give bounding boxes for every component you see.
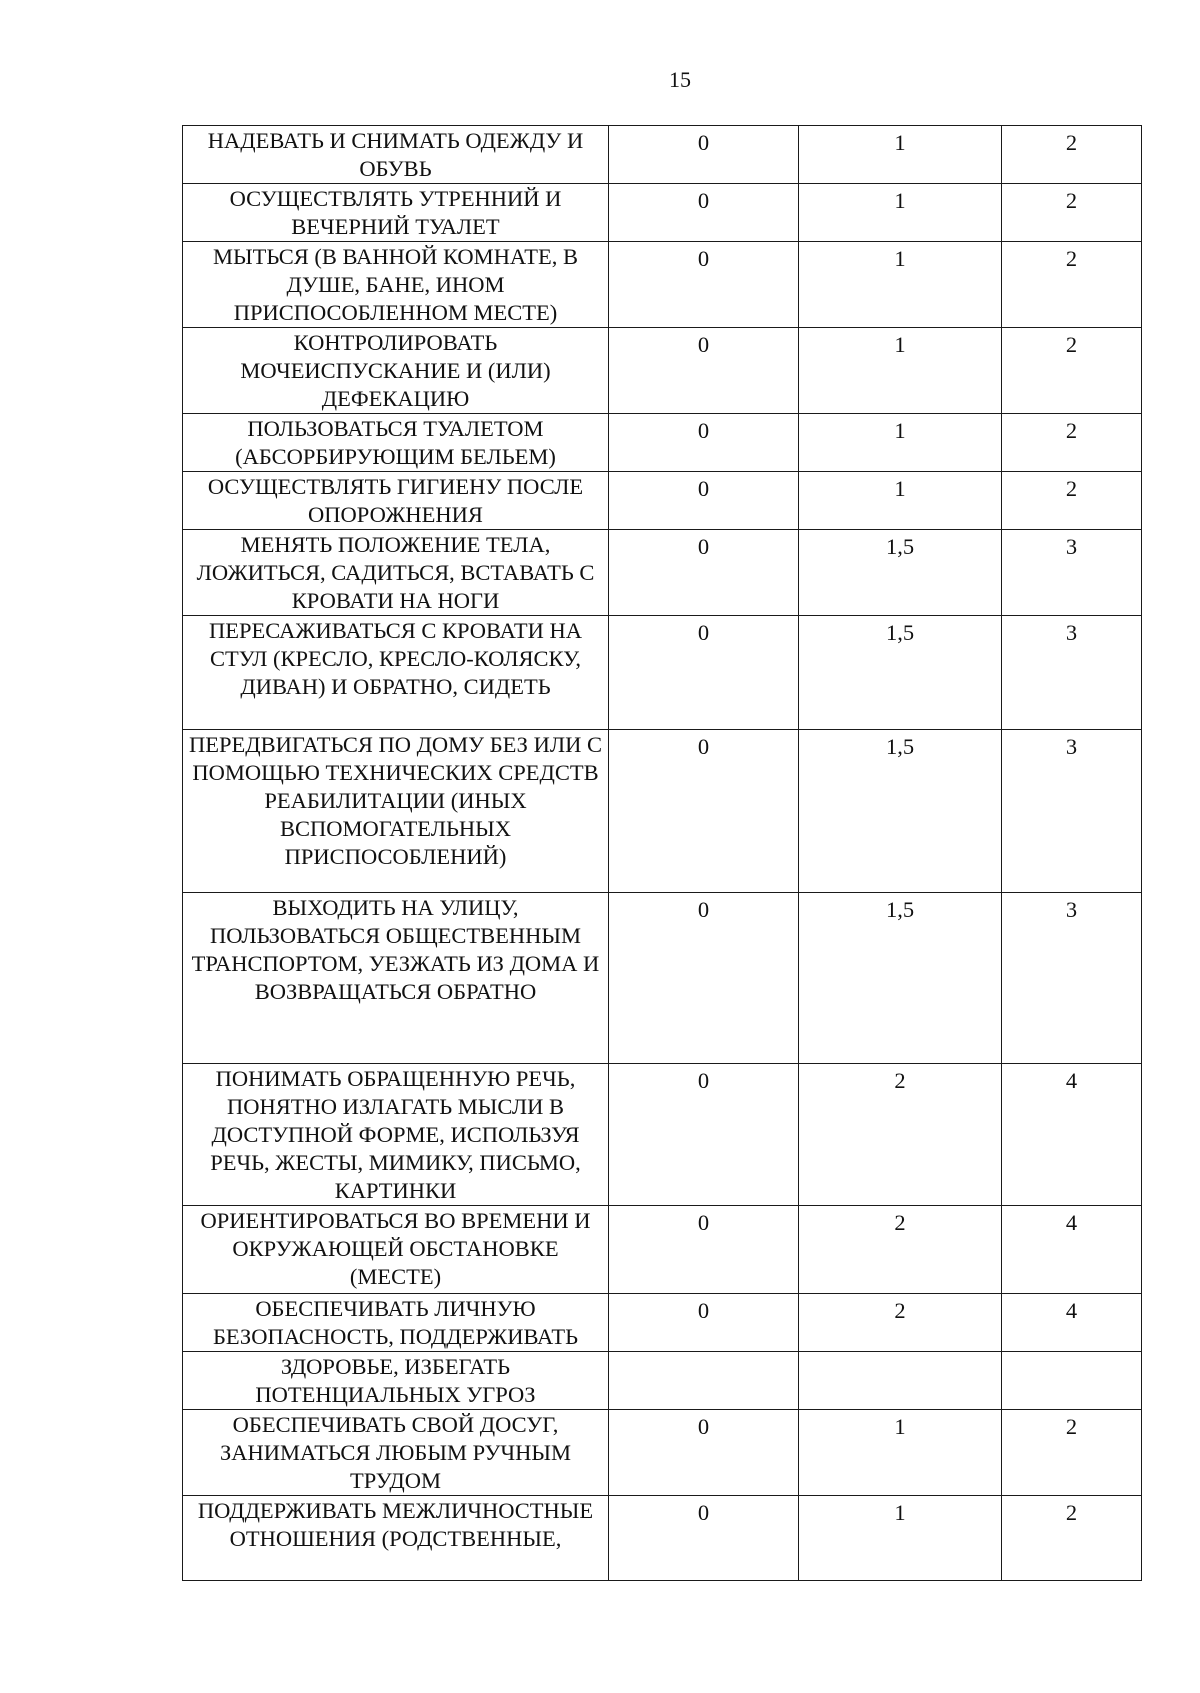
score-cell-3: 2 bbox=[1002, 414, 1142, 472]
assessment-table bbox=[182, 125, 1142, 1581]
score-cell-3: 2 bbox=[1002, 472, 1142, 530]
score-cell-3: 3 bbox=[1002, 616, 1142, 730]
table-body bbox=[183, 126, 1142, 1581]
activity-cell: ВЫХОДИТЬ НА УЛИЦУ, ПОЛЬЗОВАТЬСЯ ОБЩЕСТВЕННЫМ ТРАНСПОРТОМ, УЕЗЖАТЬ ИЗ ДОМА И ВОЗВРАЩАТЬСЯ ОБРАТНО bbox=[183, 893, 609, 1064]
table-row bbox=[183, 1294, 1142, 1352]
score-cell-1: 0 bbox=[609, 242, 799, 328]
activity-cell: ЗДОРОВЬЕ, ИЗБЕГАТЬ ПОТЕНЦИАЛЬНЫХ УГРОЗ bbox=[183, 1352, 609, 1410]
activity-cell: ОРИЕНТИРОВАТЬСЯ ВО ВРЕМЕНИ И ОКРУЖАЮЩЕЙ ОБСТАНОВКЕ (МЕСТЕ) bbox=[183, 1206, 609, 1294]
score-cell-2: 1,5 bbox=[799, 893, 1002, 1064]
table-row bbox=[183, 1410, 1142, 1496]
score-cell-2: 1 bbox=[799, 126, 1002, 184]
score-cell-2: 1 bbox=[799, 242, 1002, 328]
score-cell-3: 3 bbox=[1002, 893, 1142, 1064]
activity-cell: ПЕРЕСАЖИВАТЬСЯ С КРОВАТИ НА СТУЛ (КРЕСЛО, КРЕСЛО-КОЛЯСКУ, ДИВАН) И ОБРАТНО, СИДЕТЬ bbox=[183, 616, 609, 730]
score-cell-3: 4 bbox=[1002, 1064, 1142, 1206]
score-cell-1: 0 bbox=[609, 414, 799, 472]
score-cell-2: 1 bbox=[799, 184, 1002, 242]
score-cell-1: 0 bbox=[609, 472, 799, 530]
table-row bbox=[183, 126, 1142, 184]
score-cell-3: 4 bbox=[1002, 1206, 1142, 1294]
score-cell-3: 2 bbox=[1002, 328, 1142, 414]
table-row bbox=[183, 328, 1142, 414]
score-cell-1: 0 bbox=[609, 1064, 799, 1206]
score-cell-3: 2 bbox=[1002, 1496, 1142, 1581]
activity-cell: ПОНИМАТЬ ОБРАЩЕННУЮ РЕЧЬ, ПОНЯТНО ИЗЛАГАТЬ МЫСЛИ В ДОСТУПНОЙ ФОРМЕ, ИСПОЛЬЗУЯ РЕЧЬ, ЖЕСТЫ, МИМИКУ, ПИСЬМО, КАРТИНКИ bbox=[183, 1064, 609, 1206]
score-cell-2: 2 bbox=[799, 1206, 1002, 1294]
activity-cell: ПЕРЕДВИГАТЬСЯ ПО ДОМУ БЕЗ ИЛИ С ПОМОЩЬЮ ТЕХНИЧЕСКИХ СРЕДСТВ РЕАБИЛИТАЦИИ (ИНЫХ ВСПОМОГАТЕЛЬНЫХ ПРИСПОСОБЛЕНИЙ) bbox=[183, 730, 609, 893]
table-row bbox=[183, 1064, 1142, 1206]
score-cell-1: 0 bbox=[609, 328, 799, 414]
table-row bbox=[183, 730, 1142, 893]
score-cell-2: 2 bbox=[799, 1064, 1002, 1206]
score-cell-2: 1 bbox=[799, 328, 1002, 414]
score-cell-3: 2 bbox=[1002, 184, 1142, 242]
score-cell-2: 1 bbox=[799, 1410, 1002, 1496]
score-cell-3: 3 bbox=[1002, 530, 1142, 616]
score-cell-3: 2 bbox=[1002, 1410, 1142, 1496]
score-cell-2 bbox=[799, 1352, 1002, 1410]
table-row bbox=[183, 616, 1142, 730]
table-row bbox=[183, 242, 1142, 328]
activity-cell: ПОДДЕРЖИВАТЬ МЕЖЛИЧНОСТНЫЕ ОТНОШЕНИЯ (РОДСТВЕННЫЕ, bbox=[183, 1496, 609, 1581]
activity-cell: КОНТРОЛИРОВАТЬ МОЧЕИСПУСКАНИЕ И (ИЛИ) ДЕФЕКАЦИЮ bbox=[183, 328, 609, 414]
score-cell-3: 3 bbox=[1002, 730, 1142, 893]
score-cell-2: 1 bbox=[799, 472, 1002, 530]
score-cell-1: 0 bbox=[609, 530, 799, 616]
activity-cell: ОСУЩЕСТВЛЯТЬ УТРЕННИЙ И ВЕЧЕРНИЙ ТУАЛЕТ bbox=[183, 184, 609, 242]
page-number: 15 bbox=[669, 67, 691, 92]
table-row bbox=[183, 1496, 1142, 1581]
score-cell-1: 0 bbox=[609, 1294, 799, 1352]
activity-cell: ПОЛЬЗОВАТЬСЯ ТУАЛЕТОМ (АБСОРБИРУЮЩИМ БЕЛЬЕМ) bbox=[183, 414, 609, 472]
score-cell-2: 1 bbox=[799, 414, 1002, 472]
score-cell-2: 2 bbox=[799, 1294, 1002, 1352]
activity-cell: ОБЕСПЕЧИВАТЬ ЛИЧНУЮ БЕЗОПАСНОСТЬ, ПОДДЕРЖИВАТЬ bbox=[183, 1294, 609, 1352]
score-cell-2: 1,5 bbox=[799, 530, 1002, 616]
activity-cell: МЕНЯТЬ ПОЛОЖЕНИЕ ТЕЛА, ЛОЖИТЬСЯ, САДИТЬСЯ, ВСТАВАТЬ С КРОВАТИ НА НОГИ bbox=[183, 530, 609, 616]
table-row bbox=[183, 1352, 1142, 1410]
table-row bbox=[183, 472, 1142, 530]
activity-cell: МЫТЬСЯ (В ВАННОЙ КОМНАТЕ, В ДУШЕ, БАНЕ, ИНОМ ПРИСПОСОБЛЕННОМ МЕСТЕ) bbox=[183, 242, 609, 328]
activity-cell: ОСУЩЕСТВЛЯТЬ ГИГИЕНУ ПОСЛЕ ОПОРОЖНЕНИЯ bbox=[183, 472, 609, 530]
score-cell-3: 2 bbox=[1002, 242, 1142, 328]
score-cell-1: 0 bbox=[609, 1496, 799, 1581]
score-cell-1: 0 bbox=[609, 1410, 799, 1496]
activity-cell: ОБЕСПЕЧИВАТЬ СВОЙ ДОСУГ, ЗАНИМАТЬСЯ ЛЮБЫМ РУЧНЫМ ТРУДОМ bbox=[183, 1410, 609, 1496]
score-cell-1: 0 bbox=[609, 616, 799, 730]
score-cell-1: 0 bbox=[609, 184, 799, 242]
score-cell-3 bbox=[1002, 1352, 1142, 1410]
score-cell-2: 1 bbox=[799, 1496, 1002, 1581]
score-cell-2: 1,5 bbox=[799, 616, 1002, 730]
table-row bbox=[183, 530, 1142, 616]
score-cell-3: 2 bbox=[1002, 126, 1142, 184]
score-cell-2: 1,5 bbox=[799, 730, 1002, 893]
score-cell-3: 4 bbox=[1002, 1294, 1142, 1352]
table-row bbox=[183, 184, 1142, 242]
table-row bbox=[183, 414, 1142, 472]
score-cell-1: 0 bbox=[609, 1206, 799, 1294]
score-cell-1: 0 bbox=[609, 126, 799, 184]
score-cell-1: 0 bbox=[609, 893, 799, 1064]
table-row bbox=[183, 1206, 1142, 1294]
table-row bbox=[183, 893, 1142, 1064]
activity-cell: НАДЕВАТЬ И СНИМАТЬ ОДЕЖДУ И ОБУВЬ bbox=[183, 126, 609, 184]
score-cell-1: 0 bbox=[609, 730, 799, 893]
score-cell-1 bbox=[609, 1352, 799, 1410]
